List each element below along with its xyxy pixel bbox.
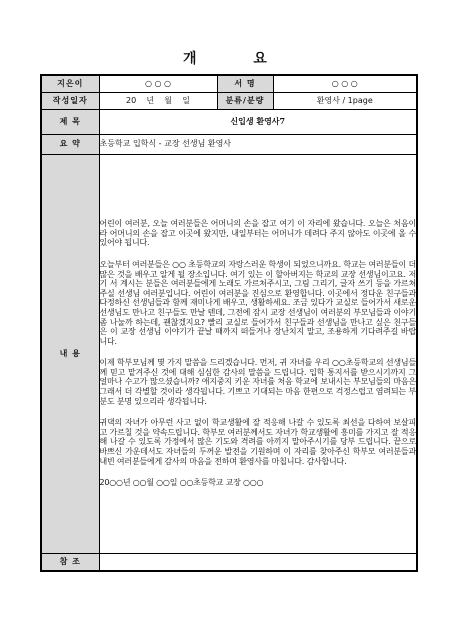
author-value: ○ ○ ○ (99, 75, 217, 92)
signature-value: ○ ○ ○ (273, 75, 417, 92)
author-row (41, 75, 417, 92)
closing-line: 20○○년 ○○월 ○○일 ○○초등학교 교장 ○○○ (99, 478, 264, 488)
signature-label: 서 명 (217, 75, 273, 92)
summary-form-table (40, 74, 418, 572)
content-label: 내 용 (41, 154, 99, 553)
content-paragraph: 어린이 여러분, 오늘 여러분들은 어머니의 손을 잡고 여기 이 자리에 왔습니다. 오늘은 처음이라 어머니의 손을 잡고 이곳에 왔지만, 내일부터는 어머니가 데려다 주지 않아도 이곳에 올 수 있어야 됩니다. (99, 219, 416, 248)
reference-row (41, 553, 417, 571)
subject-value: 신입생 환영사7 (99, 109, 417, 134)
date-value: 20 년 월 일 (99, 92, 217, 109)
reference-label: 참 조 (41, 553, 99, 571)
content-row (41, 154, 417, 553)
summary-row (41, 134, 417, 154)
content-paragraph: 오늘부터 여러분들은 ○○ 초등학교의 자랑스러운 학생이 되었으니까요. 학교는 여러분들이 더 많은 것을 배우고 알게 될 장소입니다. 여기 있는 이 할아버지는 학교의 교장 선생님이고요. 저기 서 계시는 분들은 여러분들에게 노래도 가르쳐주시고, 그림 그리기, 글자 쓰기 등을 가르쳐주실 선생님 여러분입니다. 어린이 여러분을 진심으로 환영합니다. 이곳에서 정다운 친구들과 다정하신 선생님들과 함께 재미나게 배우고, 생활하세요. 조금 있다가 교실로 들어가서 새로운 선생님도 만나고 친구들도 만날 텐데, 그전에 잠시 교장 선생님이 여러분의 부모님들과 이야기 좀 나눌까 하는데, 괜찮겠지요? 빨리 교실로 들어가서 친구들과 선생님을 만나고 싶은 친구들은 이 교장 선생님 이야기가 끝날 때까지 떠들거나 장난치지 말고, 조용하게 기다려주길 바랍니다. (99, 259, 416, 346)
reference-value[interactable] (99, 553, 417, 571)
summary-value: 초등학교 입학식 - 교장 선생님 환영사 (99, 134, 417, 154)
category-value: 환영사 / 1page (273, 92, 417, 109)
summary-label: 요 약 (41, 134, 99, 154)
content-body (99, 154, 417, 553)
content-paragraph: 이제 학부모님께 몇 가지 말씀을 드리겠습니다. 먼저, 귀 자녀를 우리 ○○초등학교의 선생님들께 믿고 맡겨주신 것에 대해 심심한 감사의 말씀을 드립니다. 입학 통지서를 받으시기까지 그 얼마나 수고가 많으셨습니까? 애지중지 키운 자녀를 처음 학교에 보내시는 부모님들의 마음은 그래서 더 각별할 것이라 생각됩니다. 기쁘고 기대되는 마음 한편으로 걱정스럽고 염려되는 부분도 분명 있으리라 생각됩니다. (99, 358, 416, 406)
date-row (41, 92, 417, 109)
author-label: 지은이 (41, 75, 99, 92)
date-label: 작성일자 (41, 92, 99, 109)
category-label: 분류/분량 (217, 92, 273, 109)
subject-row (41, 109, 417, 134)
document-heading: 개 요 (183, 51, 293, 67)
subject-label: 제 목 (41, 109, 99, 134)
content-paragraph: 귀댁의 자녀가 아무런 사고 없이 학교생활에 잘 적응해 나갈 수 있도록 최선을 다하여 보살피고 가르칠 것을 약속드립니다. 학부모 여러분께서도 자녀가 학교생활에 흥미를 가지고 잘 적응해 나갈 수 있도록 가정에서 많은 기도와 격려를 아끼지 말아주시기를 당부 드립니다. 끝으로 바쁘신 가운데서도 자녀들의 두꺼운 발전을 기원하며 이 자리를 찾아주신 학부모 여러분들과 내빈 여러분들에게 감사의 마음을 전하며 환영사를 마칩니다. 감사합니다. (99, 418, 416, 466)
